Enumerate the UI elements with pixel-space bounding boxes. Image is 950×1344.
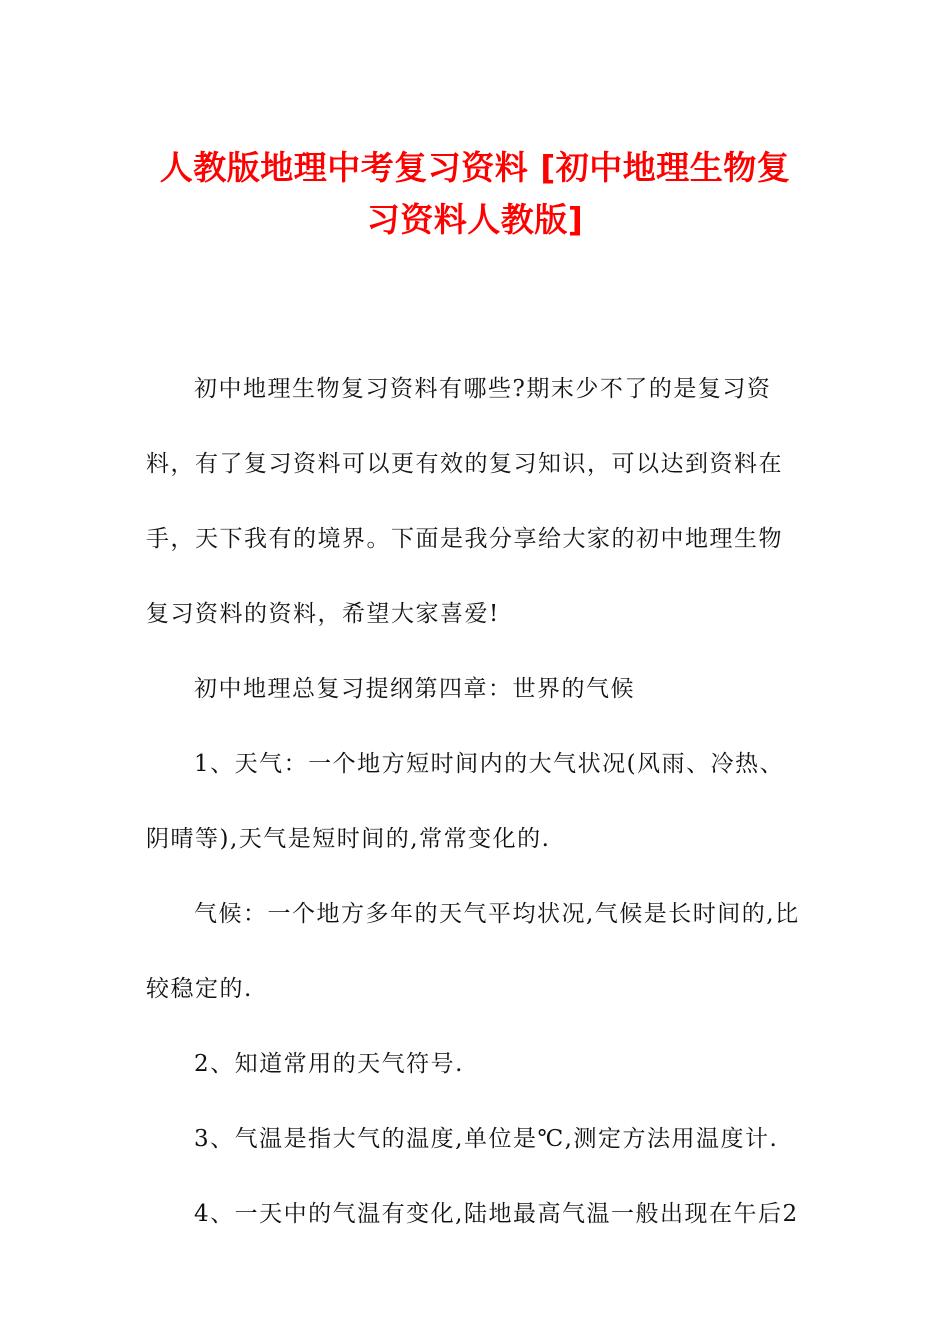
paragraph-temperature: 3、气温是指大气的温度,单位是℃,测定方法用温度计. <box>194 1126 779 1152</box>
paragraph-climate: 气候：一个地方多年的天气平均状况,气候是长时间的,比较稳定的. <box>146 901 800 1002</box>
document-title: 人教版地理中考复习资料 [初中地理生物复习资料人教版] <box>159 148 791 239</box>
paragraph-weather-symbols: 2、知道常用的天气符号. <box>194 1051 464 1077</box>
paragraph-weather: 1、天气：一个地方短时间内的大气状况(风雨、冷热、阴晴等),天气是短时间的,常常变化的. <box>146 751 785 852</box>
paragraph-daily-temperature: 4、一天中的气温有变化,陆地最高气温一般出现在午后2 <box>194 1201 799 1227</box>
paragraph-chapter-heading: 初中地理总复习提纲第四章：世界的气候 <box>194 676 635 702</box>
paragraph-intro: 初中地理生物复习资料有哪些?期末少不了的是复习资料，有了复习资料可以更有效的复习知识，可以达到资料在手，天下我有的境界。下面是我分享给大家的初中地理生物复习资料的资料，希望大家喜爱! <box>146 376 783 627</box>
document-body <box>146 352 804 1252</box>
